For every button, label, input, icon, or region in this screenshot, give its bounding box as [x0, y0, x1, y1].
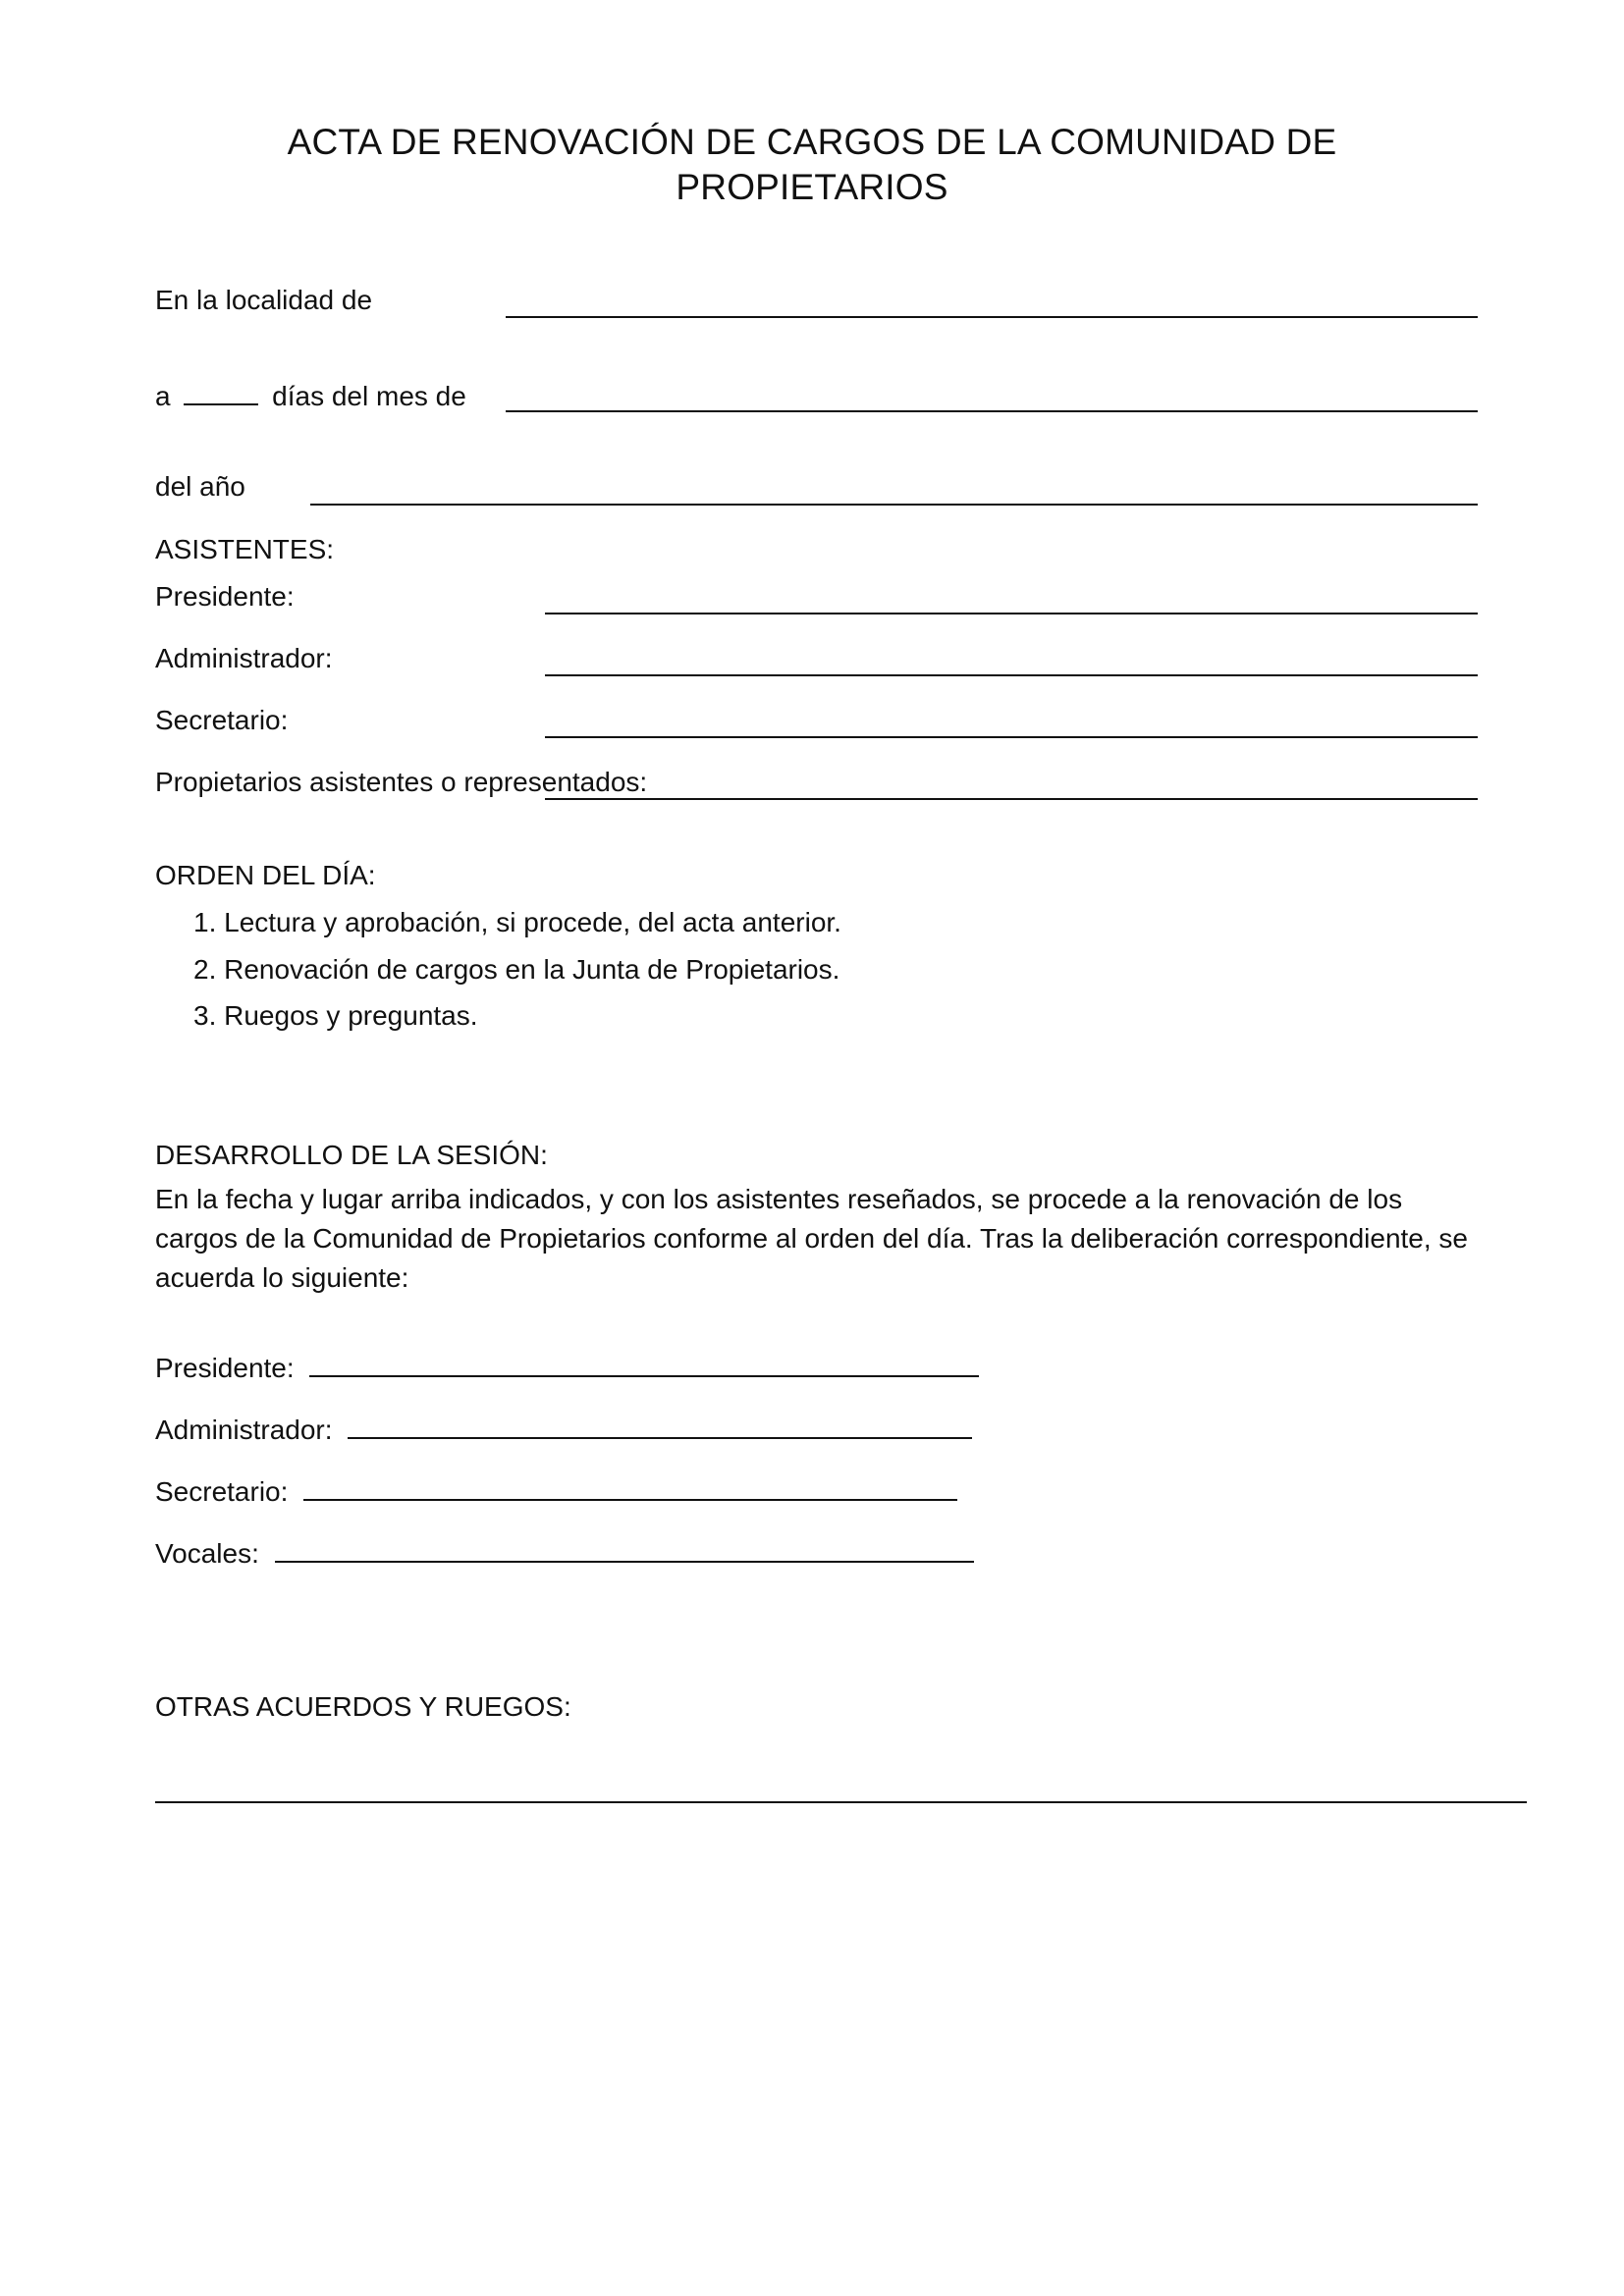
document-title-line-2: PROPIETARIOS [676, 167, 948, 207]
asistentes-secretario-field-line[interactable] [545, 736, 1478, 738]
document-title-line-1: ACTA DE RENOVACIÓN DE CARGOS DE LA COMUNIDAD DE [287, 122, 1337, 162]
asistentes-propietarios-field-line[interactable] [545, 798, 1478, 800]
desarrollo-paragraph: En la fecha y lugar arriba indicados, y con los asistentes reseñados, se procede a la renovación de los cargos de la Comunidad de Propietarios conforme al orden del día. Tras la deliberación correspondiente, se acuerda lo siguiente: [155, 1184, 1468, 1293]
asistentes-presidente-label: Presidente: [155, 581, 295, 612]
localidad-field-line[interactable] [506, 316, 1478, 318]
anio-field-line[interactable] [310, 504, 1478, 506]
asistentes-administrador-label: Administrador: [155, 643, 333, 673]
desarrollo-presidente-field-line[interactable] [309, 1352, 979, 1377]
desarrollo-vocales-field-line[interactable] [275, 1537, 974, 1563]
desarrollo-presidente-label: Presidente: [155, 1353, 295, 1383]
dia-suffix-label: días del mes de [272, 381, 466, 411]
asistentes-secretario-label: Secretario: [155, 705, 289, 735]
dia-mes-label [155, 380, 466, 410]
otros-acuerdos-field-line[interactable] [155, 1801, 1527, 1803]
asistentes-presidente-field-line[interactable] [545, 613, 1478, 614]
desarrollo-secretario-row [155, 1475, 957, 1506]
desarrollo-secretario-field-line[interactable] [303, 1475, 957, 1501]
asistentes-heading: ASISTENTES: [155, 534, 335, 564]
asistentes-administrador-field-line[interactable] [545, 674, 1478, 676]
orden-item-2: 2. Renovación de cargos en la Junta de Propietarios. [193, 954, 840, 985]
desarrollo-secretario-label: Secretario: [155, 1476, 289, 1507]
desarrollo-presidente-row [155, 1352, 979, 1382]
dia-field-line[interactable] [184, 380, 258, 405]
asistentes-propietarios-label: Propietarios asistentes o representados: [155, 767, 648, 797]
dia-prefix-label: a [155, 381, 171, 411]
orden-item-3: 3. Ruegos y preguntas. [193, 1000, 478, 1031]
desarrollo-vocales-row [155, 1537, 974, 1568]
desarrollo-vocales-label: Vocales: [155, 1538, 259, 1569]
anio-label: del año [155, 471, 245, 502]
mes-field-line[interactable] [506, 410, 1478, 412]
desarrollo-administrador-field-line[interactable] [348, 1414, 972, 1439]
orden-del-dia-heading: ORDEN DEL DÍA: [155, 860, 376, 890]
desarrollo-administrador-row [155, 1414, 972, 1444]
otros-acuerdos-heading: OTRAS ACUERDOS Y RUEGOS: [155, 1691, 571, 1722]
orden-item-1: 1. Lectura y aprobación, si procede, del acta anterior. [193, 907, 841, 937]
desarrollo-administrador-label: Administrador: [155, 1415, 333, 1445]
desarrollo-heading: DESARROLLO DE LA SESIÓN: [155, 1140, 548, 1170]
localidad-label: En la localidad de [155, 285, 373, 315]
